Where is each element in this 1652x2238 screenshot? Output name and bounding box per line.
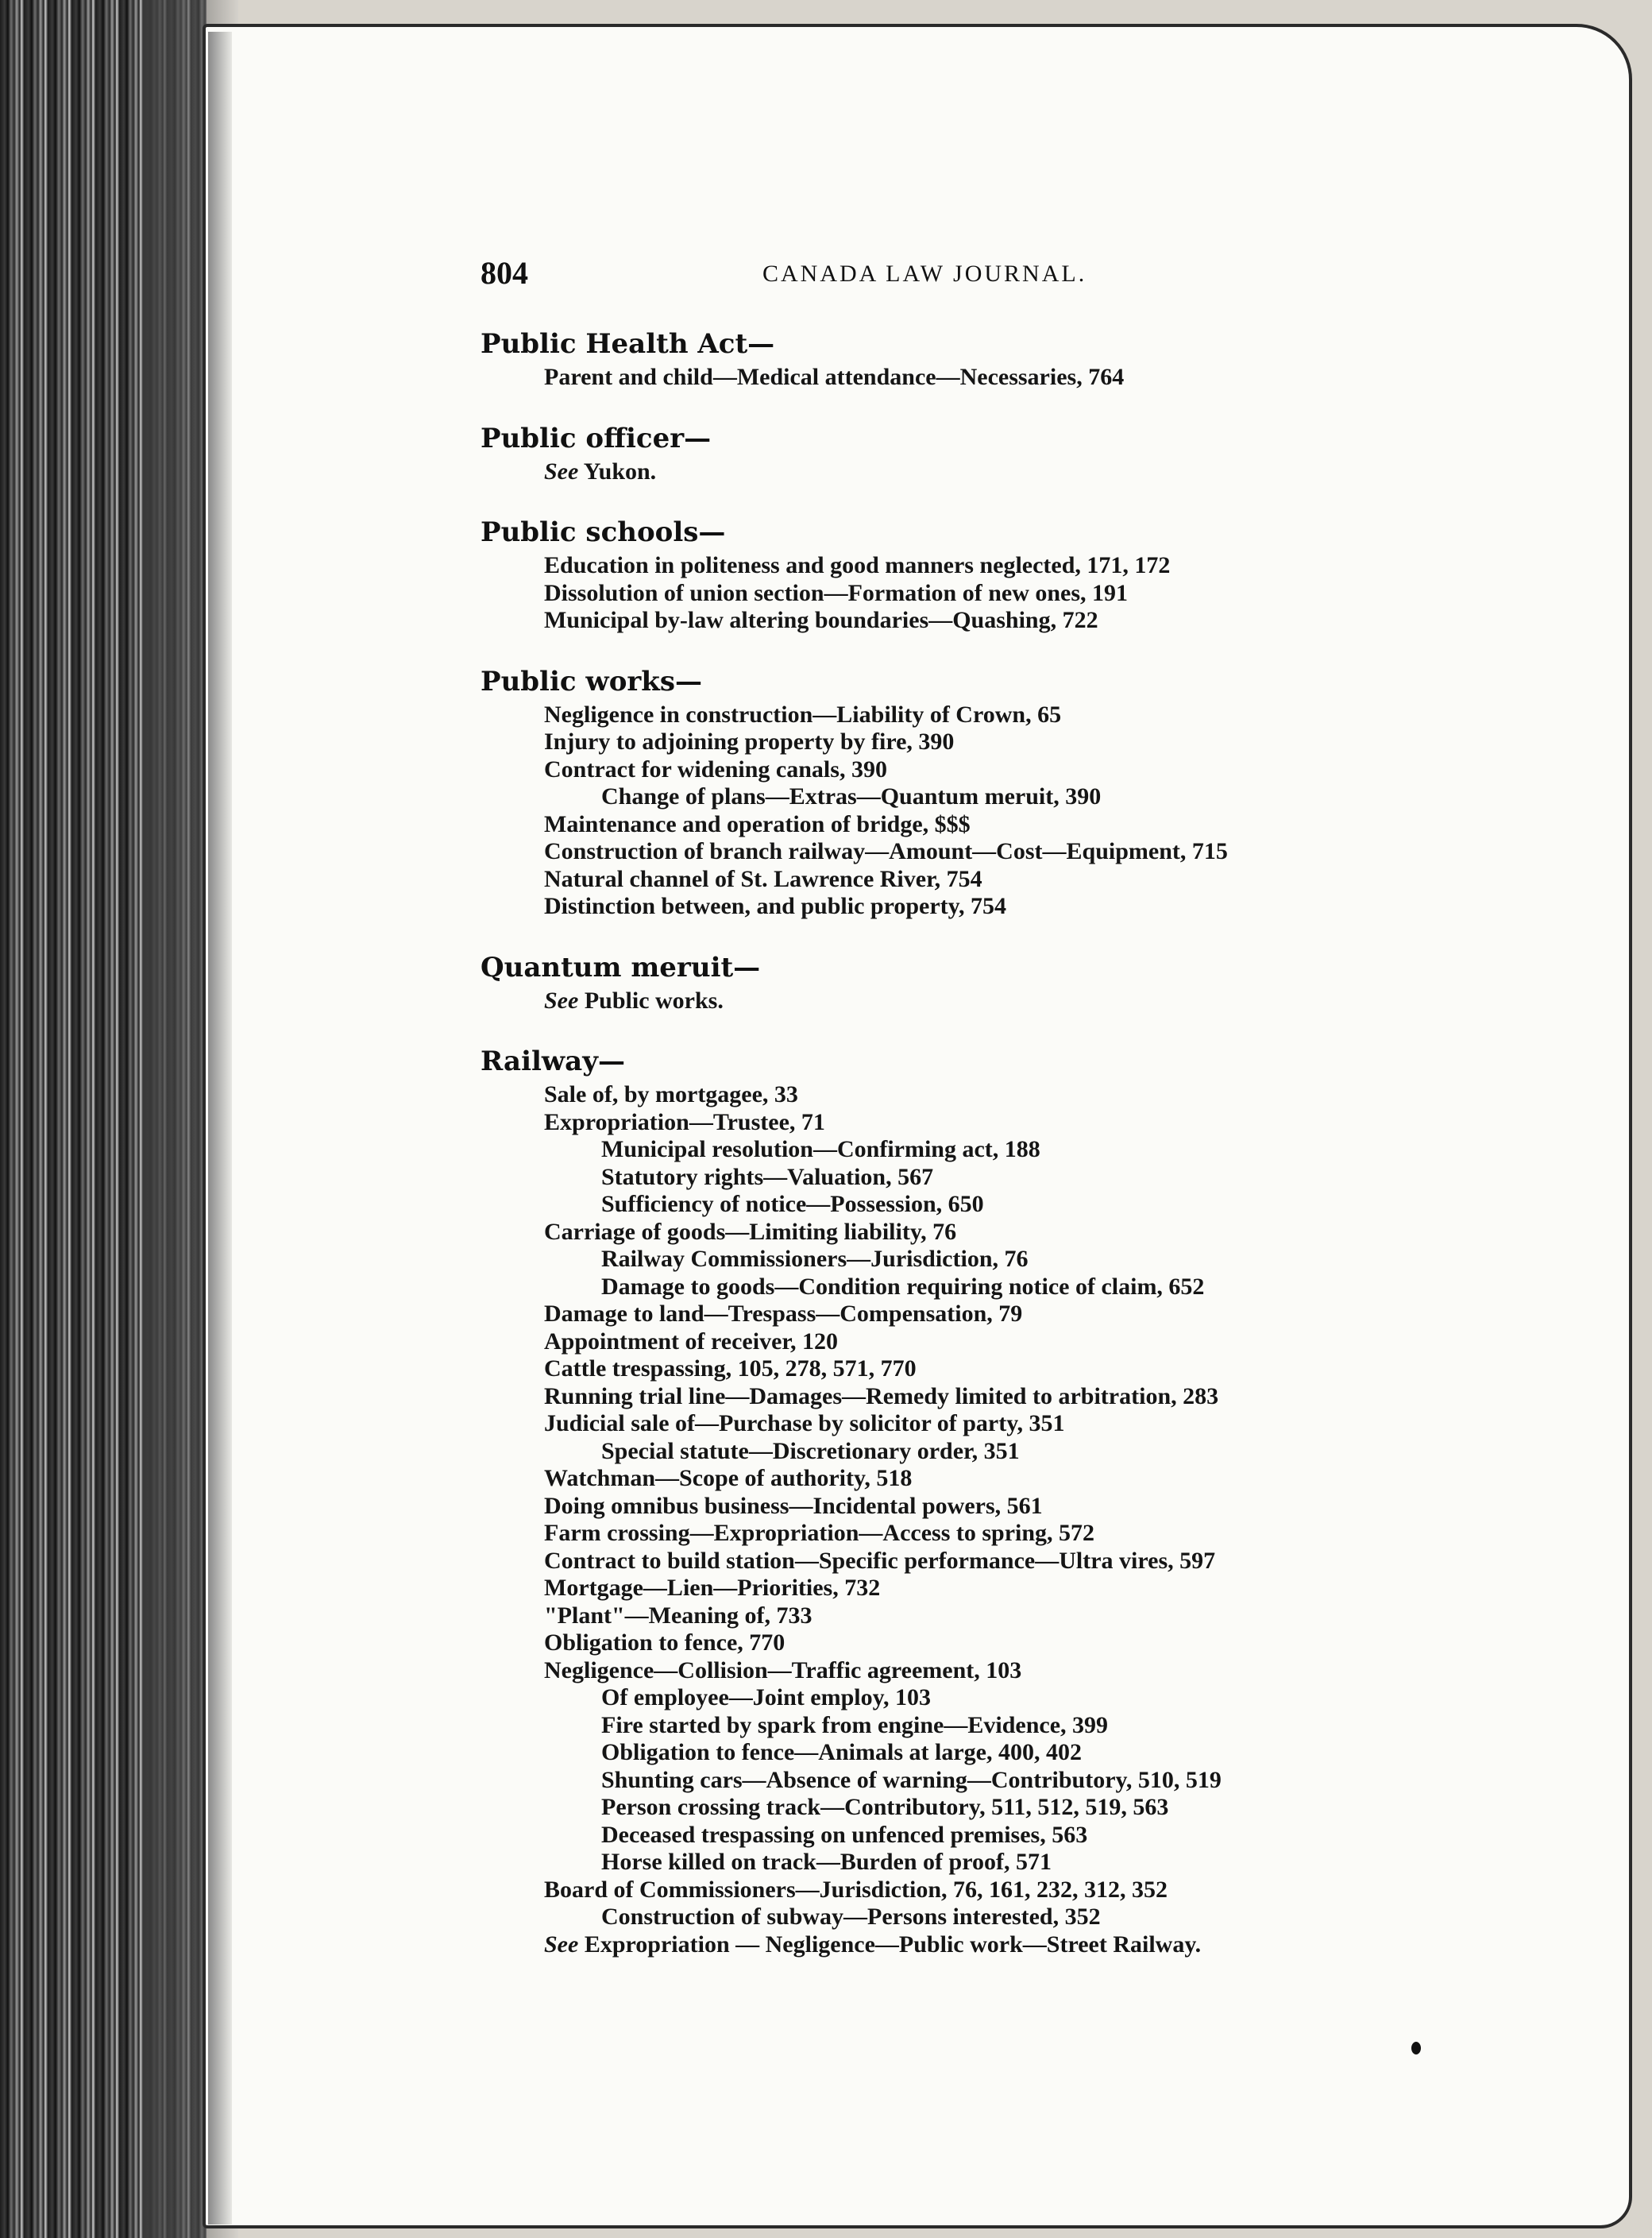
entry-text: Sale of, by mortgagee, 33 [544,1081,798,1107]
entry-text: Contract to build station—Specific performance—Ultra vires, 597 [544,1547,1216,1574]
subentry-line [481,988,1434,1015]
subentry-line [481,1493,1434,1521]
page-number: 804 [481,255,528,291]
see-reference-label: See [544,1931,579,1958]
entry-text: Statutory rights—Valuation, 567 [601,1163,934,1190]
subentry-line [481,756,1434,784]
subentry-line [481,1328,1434,1356]
subentry-line [481,702,1434,729]
entry-text: Special statute—Discretionary order, 351 [601,1437,1020,1464]
entry-heading: Public Health Act— [481,328,775,360]
subentry-line [481,1575,1434,1602]
entry-text: Construction of subway—Persons interested, 352 [601,1904,1101,1930]
sub-subentry-line [481,1684,1434,1712]
sub-subentry-line [481,1822,1434,1850]
entry-text: Distinction between, and public property, 754 [544,893,1006,919]
entry-heading: Public schools— [481,516,726,548]
entry-text: Fire started by spark from engine—Evidence, 399 [601,1711,1109,1738]
entry-heading: Public officer— [481,422,712,454]
index-entry [481,948,1434,1015]
entry-text: Natural channel of St. Lawrence River, 754 [544,865,982,892]
index-entry [481,512,1434,635]
entry-text: Contract for widening canals, 390 [544,756,887,783]
index-entries [481,324,1434,1985]
sub-subentry-line [481,1274,1434,1301]
subentry-line [481,1657,1434,1685]
entry-text: Board of Commissioners—Jurisdiction, 76, 161, 232, 312, 352 [544,1876,1168,1903]
entry-text: Municipal by-law altering boundaries—Quashing, 722 [544,607,1098,633]
sub-subentry-line [481,1904,1434,1931]
subentry-line [481,1602,1434,1630]
subentry-line [481,1629,1434,1657]
entry-text: Education in politeness and good manners neglected, 171, 172 [544,552,1171,578]
subentry-line [481,458,1434,486]
page-gutter-shadow [208,32,232,2224]
subentry-line [481,1548,1434,1575]
entry-text: Of employee—Joint employ, 103 [601,1684,931,1710]
sub-subentry-line [481,1712,1434,1740]
subentry-line [481,866,1434,894]
entry-text: Person crossing track—Contributory, 511, 512, 519, 563 [601,1794,1169,1820]
entry-text: Cattle trespassing, 105, 278, 571, 770 [544,1355,917,1382]
subentry-line [481,364,1434,392]
entry-text: Expropriation—Trustee, 71 [544,1108,825,1135]
index-entry [481,419,1434,486]
subentry-line [481,580,1434,608]
subentry-line [481,1877,1434,1904]
entry-text: Shunting cars—Absence of warning—Contributory, 510, 519 [601,1766,1222,1793]
entry-text: Expropriation — Negligence—Public work—Street Railway. [584,1931,1202,1958]
ink-speck [1411,2042,1421,2054]
index-entry [481,1042,1434,1958]
entry-text: Obligation to fence, 770 [544,1629,785,1656]
see-reference-label: See [544,458,579,485]
entry-text: Farm crossing—Expropriation—Access to spring, 572 [544,1520,1095,1546]
subentry-line [481,1301,1434,1328]
sub-subentry-line [481,1767,1434,1795]
subentry-line [481,552,1434,580]
subentry-line [481,838,1434,866]
entry-text: Negligence—Collision—Traffic agreement, 103 [544,1656,1022,1683]
subentry-line [481,1219,1434,1247]
entry-heading: Quantum meruit— [481,951,761,984]
subentry-line [481,1109,1434,1137]
sub-subentry-line [481,1136,1434,1164]
subentry-line [481,607,1434,635]
entry-heading: Public works— [481,665,702,698]
entry-text: Parent and child—Medical attendance—Necessaries, 764 [544,364,1125,390]
sub-subentry-line [481,1164,1434,1192]
entry-text: Deceased trespassing on unfenced premises, 563 [601,1821,1088,1848]
entry-text: Mortgage—Lien—Priorities, 732 [544,1575,881,1601]
entry-text: Yukon. [583,458,657,485]
subentry-line [481,1520,1434,1548]
subentry-line [481,729,1434,756]
sub-subentry-line [481,1438,1434,1466]
sub-subentry-line [481,1246,1434,1274]
entry-text: Sufficiency of notice—Possession, 650 [601,1191,984,1217]
entry-text: Dissolution of union section—Formation of new ones, 191 [544,579,1129,606]
entry-text: Change of plans—Extras—Quantum meruit, 390 [601,783,1102,810]
entry-text: Doing omnibus business—Incidental powers, 561 [544,1492,1043,1519]
subentry-line [481,1081,1434,1109]
see-reference-label: See [544,987,579,1014]
entry-text: Construction of branch railway—Amount—Cost—Equipment, 715 [544,838,1228,864]
entry-text: Watchman—Scope of authority, 518 [544,1465,913,1491]
entry-text: Railway Commissioners—Jurisdiction, 76 [601,1246,1029,1272]
entry-text: Damage to land—Trespass—Compensation, 79 [544,1301,1023,1327]
entry-text: Public works. [584,987,724,1014]
entry-text: Injury to adjoining property by fire, 390 [544,729,955,755]
subentry-line [481,1465,1434,1493]
index-entry [481,324,1434,392]
journal-title: CANADA LAW JOURNAL. [762,261,1087,287]
sub-subentry-line [481,1849,1434,1877]
running-head [481,254,1394,302]
subentry-line [481,1383,1434,1411]
sub-subentry-line [481,1794,1434,1822]
index-entry [481,662,1434,921]
sub-subentry-line [481,1191,1434,1219]
entry-text: Obligation to fence—Animals at large, 400, 402 [601,1739,1082,1765]
entry-text: Negligence in construction—Liability of Crown, 65 [544,701,1062,728]
sub-subentry-line [481,783,1434,811]
subentry-line [481,1931,1434,1959]
entry-text: Running trial line—Damages—Remedy limited to arbitration, 283 [544,1382,1219,1409]
subentry-line [481,1410,1434,1438]
subentry-line [481,893,1434,921]
entry-text: Horse killed on track—Burden of proof, 571 [601,1849,1052,1875]
entry-text: Carriage of goods—Limiting liability, 76 [544,1218,957,1245]
sub-subentry-line [481,1739,1434,1767]
subentry-line [481,811,1434,839]
entry-text: Municipal resolution—Confirming act, 188 [601,1136,1040,1162]
entry-text: Damage to goods—Condition requiring notice of claim, 652 [601,1273,1205,1300]
subentry-line [481,1355,1434,1383]
entry-text: Appointment of receiver, 120 [544,1328,838,1355]
entry-text: "Plant"—Meaning of, 733 [544,1602,812,1629]
entry-text: Maintenance and operation of bridge, $$$ [544,810,971,837]
entry-text: Judicial sale of—Purchase by solicitor of party, 351 [544,1410,1065,1436]
entry-heading: Railway— [481,1046,625,1077]
